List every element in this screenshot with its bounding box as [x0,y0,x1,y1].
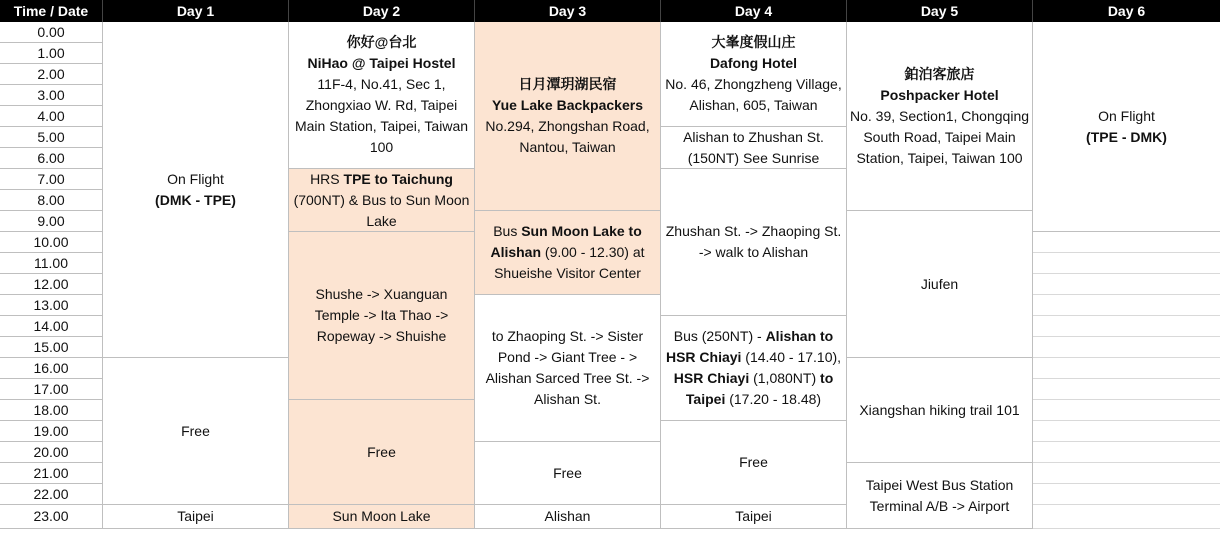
day1-flight-block [103,22,289,358]
day3-bus-block [475,211,661,295]
day6-flight-route: (TPE - DMK) [1086,128,1167,145]
day4-hsr-time: (17.20 - 18.48) [725,391,822,407]
time-cell: 23.00 [0,505,103,529]
day5-jiufen: Jiufen [920,275,959,292]
day4-bus [664,326,843,410]
day4-free: Free [739,454,768,470]
day1-free: Free [181,422,210,439]
time-cell: 0.00 [0,22,103,43]
day4-hsr: HSR Chiayi [673,370,750,386]
header-day-5: Day 5 [847,0,1033,22]
time-cell: 2.00 [0,64,103,85]
day1-city [103,505,289,529]
day3-hostel-block [475,22,661,211]
day4-hsr-price: (1,080NT) [749,370,821,386]
day1-free-block [103,358,289,505]
day2-transfer-block [289,169,475,232]
time-cell: 1.00 [0,43,103,64]
time-cell: 4.00 [0,106,103,127]
time-cell: 19.00 [0,421,103,442]
day4-sunrise-block [661,127,847,169]
day5-bus-station: Taipei West Bus Station Terminal A/B -> Airport [865,476,1014,514]
day5-hotel-en: Poshpacker Hotel [880,86,999,103]
time-cell: 20.00 [0,442,103,463]
day3-activity: to Zhaoping St. -> Sister Pond -> Giant Tree - > Alishan Sarced Tree St. -> Alishan St. [485,328,650,407]
day4-hotel-address: No. 46, Zhongzheng Village, Alishan, 605, Taiwan [665,76,842,113]
header-time-date: Time / Date [0,0,103,22]
header-day-3: Day 3 [475,0,661,22]
day2-transfer [292,169,471,232]
day3-bus-prefix: Bus [493,223,522,239]
day6-empty-row [1033,484,1220,505]
day4-bus-time: (14.40 - 17.10), [741,349,842,365]
day3-hostel-address: No.294, Zhongshan Road, Nantou, Taiwan [485,118,650,155]
day2-activity: Shushe -> Xuanguan Temple -> Ita Thao -> Ropeway -> Shuishe [314,286,449,344]
day6-empty-row [1033,463,1220,484]
time-cell: 22.00 [0,484,103,505]
day4-bus-prefix: Bus (250NT) - [673,328,766,344]
day4-hotel-cn: 大峯度假山庄 [711,34,796,50]
day6-flight-title: On Flight [1098,107,1155,124]
day2-city [289,505,475,529]
time-cell: 18.00 [0,400,103,421]
day4-hotel-block [661,22,847,127]
day5-hike: Xiangshan hiking trail 101 [859,401,1020,418]
day6-empty-row [1033,505,1220,529]
day6-empty-row [1033,274,1220,295]
time-cell: 10.00 [0,232,103,253]
header-day-1: Day 1 [103,0,289,22]
time-cell: 15.00 [0,337,103,358]
day4-walk: Zhushan St. -> Zhaoping St. -> walk to Alishan [665,223,842,260]
time-cell: 13.00 [0,295,103,316]
time-cell: 16.00 [0,358,103,379]
day1-flight-route: (DMK - TPE) [155,191,236,208]
day3-bus-detail: (9.00 - 12.30) at Shueishe Visitor Center [494,244,645,281]
time-cell: 11.00 [0,253,103,274]
day2-free: Free [367,443,396,460]
day6-empty-row [1033,253,1220,274]
day3-hostel-cn: 日月潭玥湖民宿 [518,76,617,92]
day2-transfer-prefix: HRS [310,170,344,187]
day6-empty-row [1033,421,1220,442]
day6-empty-row [1033,232,1220,253]
day2-transfer-route: TPE to Taichung [343,170,453,187]
day6-empty-row [1033,316,1220,337]
day1-flight-title: On Flight [167,170,224,187]
day6-empty-row [1033,337,1220,358]
day6-empty-row [1033,400,1220,421]
day5-hotel-cn: 鉑泊客旅店 [904,65,975,82]
day3-bus [478,221,657,284]
day3-free: Free [553,464,582,481]
day3-city-label: Alishan [544,508,591,524]
day4-hotel-en: Dafong Hotel [709,55,798,71]
day2-hostel-en: NiHao @ Taipei Hostel [307,55,456,71]
day3-hostel-en: Yue Lake Backpackers [492,97,643,113]
day5-hotel-address: No. 39, Section1, Chongqing South Road, Taipei Main Station, Taipei, Taiwan 100 [850,107,1030,166]
header-day-2: Day 2 [289,0,475,22]
day3-activity-block [475,295,661,442]
day3-free-block [475,442,661,505]
time-cell: 21.00 [0,463,103,484]
day2-city-label: Sun Moon Lake [332,508,431,524]
day2-hostel-address: 11F-4, No.41, Sec 1, Zhongxiao W. Rd, Taipei Main Station, Taipei, Taiwan 100 [294,76,469,155]
day3-city [475,505,661,529]
day4-free-block [661,421,847,505]
time-cell: 14.00 [0,316,103,337]
day4-city [661,505,847,529]
day4-city-label: Taipei [735,508,772,524]
day4-sunrise: Alishan to Zhushan St. (150NT) See Sunrise [683,128,824,166]
time-cell: 5.00 [0,127,103,148]
time-cell: 12.00 [0,274,103,295]
day4-bus-route: Alishan to HSR Chiayi [665,328,834,365]
day2-activity-block [289,232,475,400]
day6-empty-row [1033,295,1220,316]
time-cell: 8.00 [0,190,103,211]
header-day-4: Day 4 [661,0,847,22]
day4-bus-block [661,316,847,421]
header-day-6: Day 6 [1033,0,1220,22]
day1-city-label: Taipei [177,508,214,524]
day2-free-block [289,400,475,505]
day2-hostel-cn: 你好@台北 [346,34,417,50]
day5-jiufen-block [847,211,1033,358]
time-cell: 6.00 [0,148,103,169]
day6-flight-block [1033,22,1220,232]
day2-hostel-block [289,22,475,169]
day5-hike-block [847,358,1033,463]
time-cell: 17.00 [0,379,103,400]
time-cell: 9.00 [0,211,103,232]
day4-walk-block [661,169,847,316]
time-cell: 7.00 [0,169,103,190]
day2-transfer-detail: (700NT) & Bus to Sun Moon Lake [293,191,470,229]
day3-bus-route: Sun Moon Lake to Alishan [490,223,642,260]
day6-empty-row [1033,442,1220,463]
day5-bus-station-block [847,463,1033,529]
time-cell: 3.00 [0,85,103,106]
day6-empty-row [1033,379,1220,400]
day6-empty-row [1033,358,1220,379]
day4-hsr-route: to Taipei [685,370,834,407]
day5-hotel-block [847,22,1033,211]
